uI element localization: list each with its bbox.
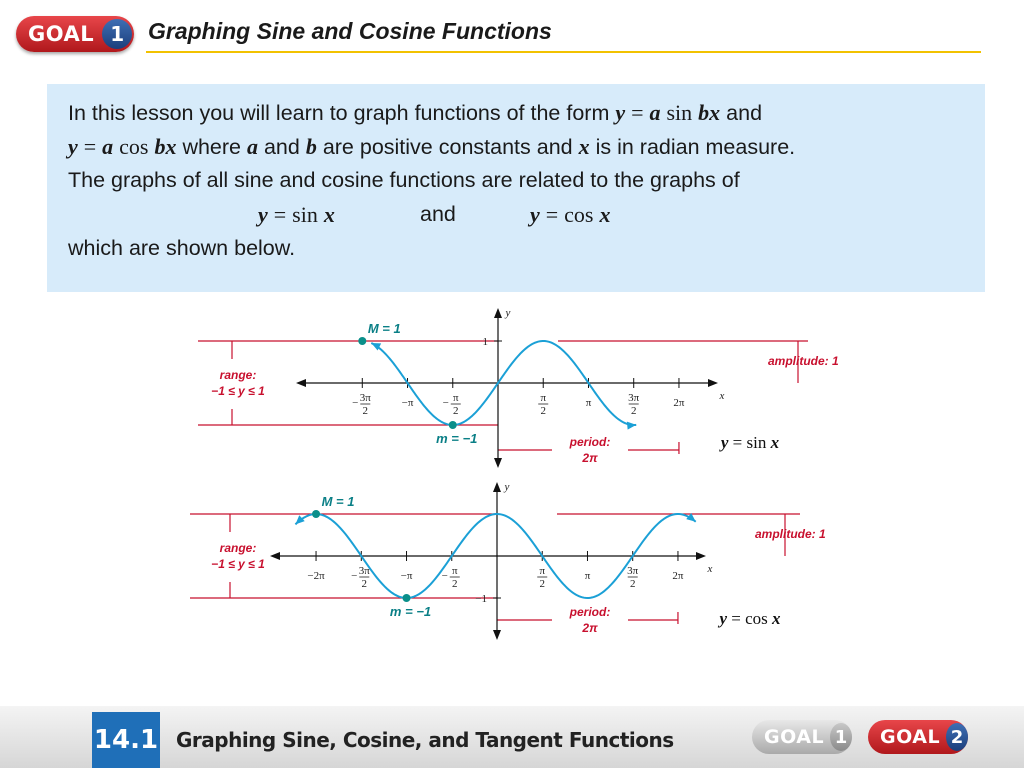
equation-y: y: [720, 433, 729, 452]
goal-button-number: 1: [830, 723, 852, 751]
goal-1-button[interactable]: [752, 720, 852, 754]
x-tick-label-6: 2π: [673, 397, 685, 409]
y-axis-label: y: [505, 307, 511, 319]
max-point: [312, 510, 320, 518]
x-tick-label-3-den: 2: [452, 578, 458, 590]
range-value: −1 ≤ y ≤ 1: [211, 384, 265, 398]
equation-label: [717, 609, 781, 628]
x-tick-label-4-num: π: [539, 565, 546, 577]
math-sin: sin: [292, 202, 318, 227]
x-axis-arrow: [708, 379, 718, 387]
math-equals: =: [631, 100, 644, 125]
x-tick-label-3-num: π: [540, 392, 547, 404]
x-tick-label-2-den: 2: [453, 405, 459, 417]
x-tick-label-7: 2π: [672, 570, 684, 582]
x-tick-label-6-den: 2: [629, 578, 636, 590]
equation-x: x: [770, 433, 780, 452]
math-cos: cos: [119, 134, 149, 159]
range-value: −1 ≤ y ≤ 1: [211, 557, 265, 571]
x-tick-label-5-num: 3π: [628, 392, 640, 404]
intro-text: where: [182, 135, 241, 159]
goal-button-word: GOAL: [764, 726, 825, 748]
x-tick-label-1-sign: −: [351, 570, 358, 582]
equation-equals: =: [727, 609, 746, 628]
amplitude-label: amplitude: 1: [768, 354, 839, 368]
x-tick-label-3-den: 2: [540, 405, 546, 417]
goal-badge-word: GOAL: [28, 22, 95, 46]
y-axis-arrow: [494, 308, 502, 318]
max-label: M = 1: [321, 494, 355, 509]
math-x: x: [578, 134, 590, 159]
period-label: period:: [569, 605, 611, 619]
range-label: range:: [219, 541, 257, 555]
equation-equals: =: [728, 433, 747, 452]
intro-text: In this lesson you will learn to graph functions of the form: [68, 101, 610, 125]
math-equals: =: [273, 202, 287, 227]
equation-fn: sin: [746, 433, 771, 452]
math-y: y: [68, 134, 78, 159]
intro-text: and: [726, 101, 763, 125]
x-tick-label-1: −π: [401, 397, 414, 409]
intro-line-3: The graphs of all sine and cosine functions are related to the graphs of: [68, 168, 740, 192]
math-b: b: [305, 134, 317, 159]
x-tick-label-0-den: 2: [362, 405, 369, 417]
math-y: y: [530, 202, 540, 227]
math-x: x: [323, 202, 335, 227]
section-title: Graphing Sine, Cosine, and Tangent Functions: [176, 728, 674, 752]
y-tick-label-0: 1: [482, 336, 488, 348]
x-axis-label: x: [719, 390, 725, 402]
min-label: m = −1: [389, 604, 432, 619]
min-label: m = −1: [436, 431, 478, 446]
intro-line-5: which are shown below.: [68, 236, 296, 260]
min-point: [449, 421, 457, 429]
math-x: x: [599, 202, 611, 227]
intro-text: and: [263, 135, 300, 159]
intro-and: and: [420, 202, 456, 226]
equation-y: y: [719, 609, 728, 628]
math-equals: =: [83, 134, 97, 159]
section-number: 14.1: [92, 712, 160, 768]
graph-sin: [198, 307, 839, 468]
x-tick-label-5-den: 2: [630, 405, 637, 417]
x-axis-arrow-left: [296, 379, 306, 387]
x-tick-label-4-den: 2: [539, 578, 545, 590]
x-axis-label: x: [707, 563, 713, 575]
math-a: a: [649, 100, 661, 125]
x-tick-label-2-num: π: [452, 392, 459, 404]
x-tick-label-1-num: 3π: [358, 565, 370, 577]
intro-text: are positive constants and: [322, 135, 573, 159]
goal-button-word: GOAL: [880, 726, 941, 748]
y-axis-label: y: [504, 481, 510, 493]
math-sin: sin: [666, 100, 693, 125]
x-tick-label-3-sign: −: [441, 570, 448, 582]
graph-cos: [190, 481, 826, 640]
x-tick-label-1-den: 2: [361, 578, 368, 590]
x-tick-label-2: −π: [400, 570, 413, 582]
math-bx: bx: [698, 100, 721, 125]
min-point: [403, 594, 411, 602]
x-tick-label-0-sign: −: [352, 397, 359, 409]
x-tick-label-5: π: [584, 570, 591, 582]
range-label: range:: [219, 368, 257, 382]
intro-text: is in radian measure.: [595, 135, 796, 159]
y-axis-arrow: [493, 482, 501, 492]
amplitude-label: amplitude: 1: [755, 527, 826, 541]
period-value: 2π: [582, 451, 598, 465]
math-y: y: [258, 202, 268, 227]
period-label: period:: [569, 435, 611, 449]
math-bx: bx: [154, 134, 177, 159]
x-axis-arrow-left: [270, 552, 280, 560]
goal-badge-number: 1: [102, 19, 132, 49]
curve-arrow-left: [295, 515, 304, 524]
x-tick-label-2-sign: −: [442, 397, 449, 409]
x-tick-label-4: π: [585, 397, 592, 409]
equation-label: [719, 433, 780, 452]
goal-button-number: 2: [946, 723, 968, 751]
math-a: a: [102, 134, 114, 159]
page-title: Graphing Sine and Cosine Functions: [148, 18, 552, 44]
max-label: M = 1: [367, 321, 401, 336]
y-tick-label-0: −1: [475, 593, 487, 605]
y-axis-arrow-bottom: [494, 458, 502, 468]
x-tick-label-6-num: 3π: [627, 565, 639, 577]
math-cos: cos: [564, 202, 594, 227]
period-value: 2π: [582, 621, 598, 635]
max-point: [358, 337, 366, 345]
equation-x: x: [772, 609, 781, 628]
x-tick-label-3-num: π: [451, 565, 458, 577]
x-tick-label-0-num: 3π: [359, 392, 371, 404]
equation-fn: cos: [745, 609, 773, 628]
math-equals: =: [545, 202, 559, 227]
x-axis-arrow: [696, 552, 706, 560]
x-tick-label-0: −2π: [307, 570, 325, 582]
math-y: y: [615, 100, 626, 125]
math-a: a: [246, 134, 258, 159]
goal-2-button[interactable]: [868, 720, 968, 754]
y-axis-arrow-bottom: [493, 630, 501, 640]
